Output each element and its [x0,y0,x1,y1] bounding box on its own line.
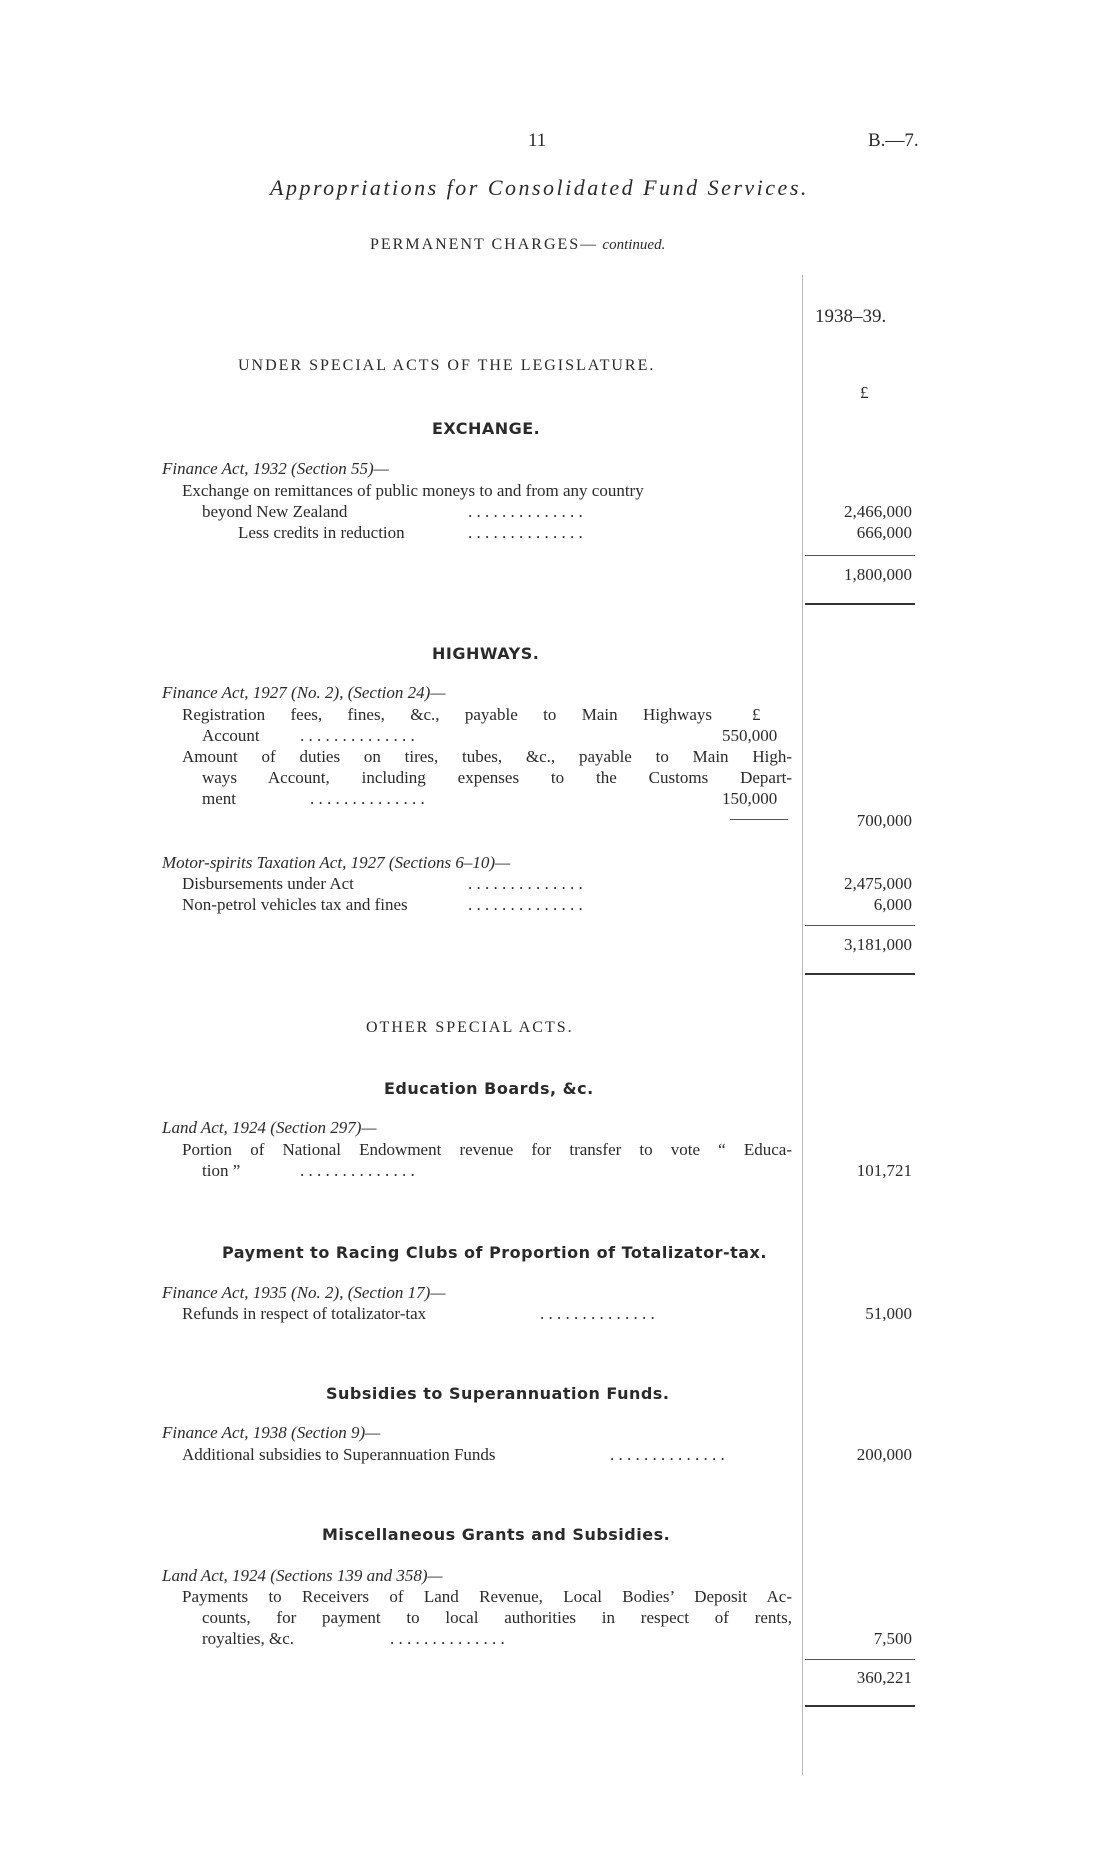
rule [805,1659,915,1660]
leader-dots: . . . . . . . . . . . . . . [610,1445,725,1464]
education-heading: Education Boards, &c. [384,1079,594,1098]
superannuation-value: 200,000 [856,1445,912,1464]
highways-subtotal: 700,000 [856,811,912,830]
leader-dots: . . . . . . . . . . . . . . [300,1161,415,1180]
highways-heading: HIGHWAYS. [432,644,540,663]
misc-value: 7,500 [873,1629,912,1648]
leader-dots: . . . . . . . . . . . . . . [390,1629,505,1648]
leader-dots: . . . . . . . . . . . . . . [468,523,583,542]
racing-value: 51,000 [865,1304,912,1323]
section-heading-special-acts: UNDER SPECIAL ACTS OF THE LEGISLATURE. [238,357,656,374]
leader-dots: . . . . . . . . . . . . . . [310,789,425,808]
highways-reg-line1: Registration fees, fines, &c., payable to Main Highways [182,705,712,724]
exchange-line1: Exchange on remittances of public moneys to and from any country [182,481,644,500]
double-rule [805,1705,915,1707]
highways-reg-line2: Account [202,726,260,745]
exchange-line3: Less credits in reduction [238,523,405,542]
exchange-line2: beyond New Zealand [202,502,348,521]
rule [805,925,915,926]
leader-dots: . . . . . . . . . . . . . . [540,1304,655,1323]
highways-nonpetrol-value: 6,000 [873,895,912,914]
document-reference: B.—7. [868,130,919,151]
highways-disb-value: 2,475,000 [844,874,912,893]
double-rule [805,603,915,605]
leader-dots: . . . . . . . . . . . . . . [468,895,583,914]
education-act: Land Act, 1924 (Section 297)— [162,1118,377,1137]
leader-dots: . . . . . . . . . . . . . . [300,726,415,745]
education-line1: Portion of National Endowment revenue for transfer to vote “ Educa- [182,1140,792,1159]
other-acts-total: 360,221 [856,1668,912,1687]
misc-line3: royalties, &c. [202,1629,295,1648]
highways-disb-line: Disbursements under Act [182,874,354,893]
column-divider [802,275,803,1775]
section-heading-other-acts: OTHER SPECIAL ACTS. [366,1019,574,1036]
education-value: 101,721 [856,1161,912,1180]
highways-nonpetrol-line: Non-petrol vehicles tax and fines [182,895,408,914]
racing-heading: Payment to Racing Clubs of Proportion of Totalizator-tax. [222,1243,767,1262]
superannuation-act: Finance Act, 1938 (Section 9)— [162,1423,381,1442]
leader-dots: . . . . . . . . . . . . . . [468,502,583,521]
highways-duty-value: 150,000 [722,789,778,808]
misc-act: Land Act, 1924 (Sections 139 and 358)— [162,1566,443,1585]
exchange-line3-value: 666,000 [856,523,912,542]
page-title: Appropriations for Consolidated Fund Services. [270,175,809,200]
exchange-total: 1,800,000 [844,565,912,584]
superannuation-line1: Additional subsidies to Superannuation Funds [182,1445,496,1464]
education-line2: tion ” [202,1161,241,1180]
racing-line1: Refunds in respect of totalizator-tax [182,1304,427,1323]
leader-dots: . . . . . . . . . . . . . . [468,874,583,893]
exchange-line2-value: 2,466,000 [844,502,912,521]
misc-line2: counts, for payment to local authorities in respect of rents, [202,1608,792,1627]
highways-duty-line2: ways Account, including expenses to the Customs Depart- [202,768,792,787]
highways-total: 3,181,000 [844,935,912,954]
highways-duty-line3: ment [202,789,236,808]
currency-header: £ [860,383,869,402]
rule [805,555,915,556]
racing-act: Finance Act, 1935 (No. 2), (Section 17)— [162,1283,446,1302]
highways-act1: Finance Act, 1927 (No. 2), (Section 24)— [162,683,446,702]
year-header: 1938–39. [815,306,887,327]
highways-duty-line1: Amount of duties on tires, tubes, &c., payable to Main High- [182,747,792,766]
highways-reg-value: 550,000 [722,726,778,745]
exchange-heading: EXCHANGE. [432,419,541,438]
highways-act2: Motor-spirits Taxation Act, 1927 (Sections 6–10)— [162,853,511,872]
page-number: 11 [528,130,547,151]
page-subtitle: PERMANENT CHARGES— continued. [370,236,666,253]
misc-line1: Payments to Receivers of Land Revenue, Local Bodies’ Deposit Ac- [182,1587,792,1606]
highways-reg-currency: £ [752,705,761,724]
double-rule [805,973,915,975]
exchange-act: Finance Act, 1932 (Section 55)— [162,459,389,478]
misc-heading: Miscellaneous Grants and Subsidies. [322,1525,671,1544]
superannuation-heading: Subsidies to Superannuation Funds. [326,1384,670,1403]
